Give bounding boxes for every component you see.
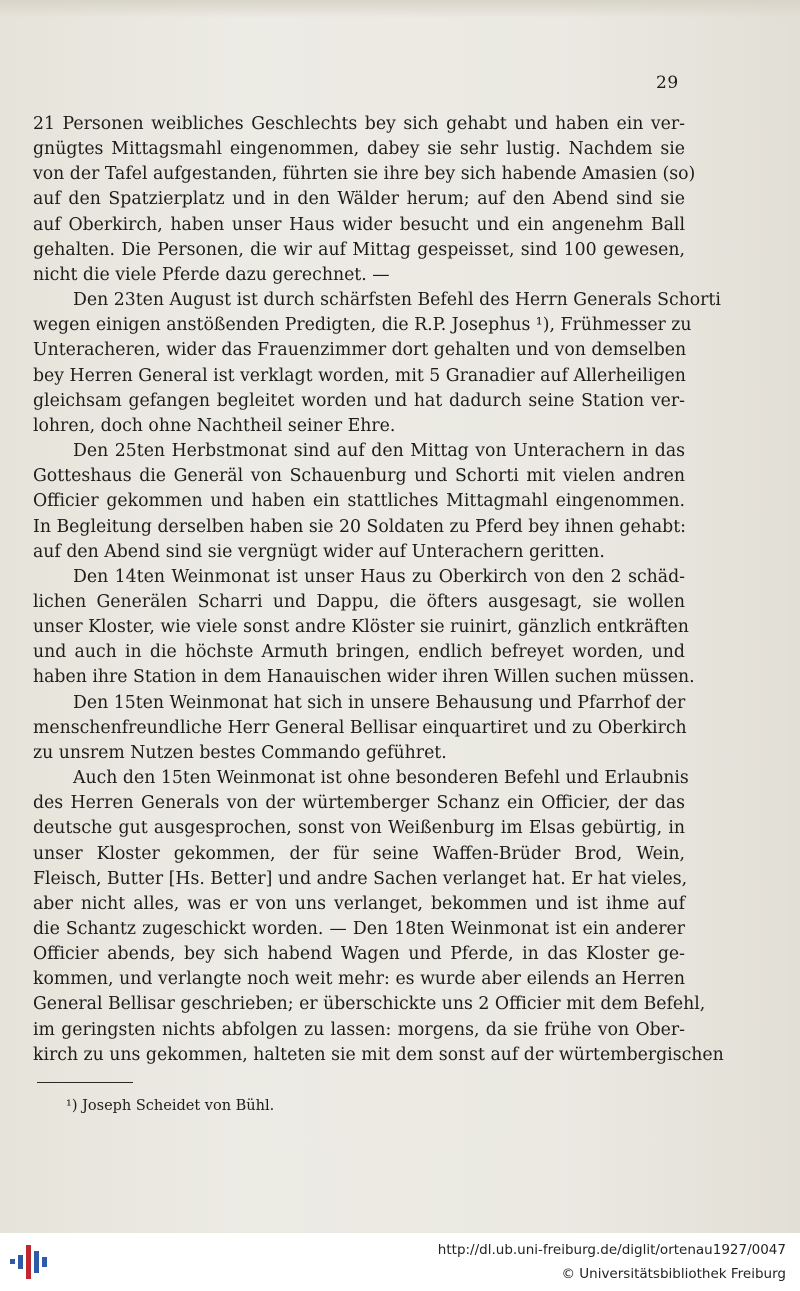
text-line: Den 23ten August ist durch schärfsten Befehl des Herrn Generals Schorti [73,290,721,311]
text-line: gnügtes Mittagsmahl eingenommen, dabey sie sehr lustig. Nachdem sie [33,139,685,160]
permalink-url[interactable]: http://dl.ub.uni-freiburg.de/diglit/ortenau1927/0047 [437,1242,786,1258]
paragraph-3 [33,439,685,565]
text-line: lohren, doch ohne Nachtheil seiner Ehre. [33,415,396,436]
text-line: bey Herren General ist verklagt worden, mit 5 Granadier auf Allerheiligen [33,365,686,386]
text-line: deutsche gut ausgesprochen, sonst von Weißenburg im Elsas gebürtig, in [33,818,685,839]
text-line: Unteracheren, wider das Frauenzimmer dort gehalten und von demselben [33,340,687,361]
text-line: Den 15ten Weinmonat hat sich in unsere Behausung und Pfarrhof der [73,692,686,713]
text-line: gleichsam gefangen begleitet worden und hat dadurch seine Station ver- [33,390,685,411]
paragraph-2 [33,288,721,439]
library-footer [0,1233,800,1291]
text-line: lichen Generälen Scharri und Dappu, die öfters ausgesagt, sie wollen [33,591,685,612]
text-line: zu unsrem Nutzen bestes Commando geführet. [33,742,447,763]
text-line: Auch den 15ten Weinmonat ist ohne besonderen Befehl und Erlaubnis [73,768,689,789]
text-line: Fleisch, Butter [Hs. Better] und andre Sachen verlanget hat. Er hat vieles, [33,868,688,889]
text-line: unser Kloster gekommen, der für seine Waffen-Brüder Brod, Wein, [33,843,685,864]
paragraph-4 [33,565,695,691]
text-line: menschenfreundliche Herr General Bellisar einquartiret und zu Oberkirch [33,717,687,738]
text-line: unser Kloster, wie viele sonst andre Klöster sie ruinirt, gänzlich entkräften [33,617,689,638]
text-line: wegen einigen anstößenden Predigten, die R.P. Josephus ¹), Frühmesser zu [33,315,692,336]
paragraph-1 [33,112,696,288]
text-line: auf den Spatzierplatz und in den Wälder herum; auf den Abend sind sie [33,189,685,210]
text-line: auf Oberkirch, haben unser Haus wider besucht und ein angenehm Ball [33,214,685,235]
text-line: 21 Personen weibliches Geschlechts bey sich gehabt und haben ein ver- [33,114,685,134]
text-line: In Begleitung derselben haben sie 20 Soldaten zu Pferd bey ihnen gehabt: [33,516,686,537]
text-line: auf den Abend sind sie vergnügt wider auf Unterachern geritten. [33,541,605,562]
text-line: kommen, und verlangte noch weit mehr: es wurde aber eilends an Herren [33,969,685,990]
text-line: General Bellisar geschrieben; er überschickte uns 2 Officier mit dem Befehl, [33,994,706,1015]
text-line: von der Tafel aufgestanden, führten sie ihre bey sich habende Amasien (so) [33,164,696,185]
footnote: ¹) Joseph Scheidet von Bühl. [66,1098,275,1114]
paragraph-5 [33,691,685,766]
text-line: Den 25ten Herbstmonat sind auf den Mittag von Unterachern in das [73,441,685,462]
body-text [33,112,724,1068]
text-line: haben ihre Station in dem Hanauischen wider ihren Willen suchen müssen. [33,667,695,688]
text-line: im geringsten nichts abfolgen zu lassen: morgens, da sie frühe von Ober- [33,1019,685,1040]
text-line: aber nicht alles, was er von uns verlanget, bekommen und ist ihme auf [33,893,685,914]
text-line: Officier abends, bey sich habend Wagen und Pferde, in das Kloster ge- [33,944,685,965]
footnote-divider [37,1082,133,1083]
text-line: kirch zu uns gekommen, halteten sie mit dem sonst auf der würtembergischen [33,1044,724,1065]
copyright-text: © Universitätsbibliothek Freiburg [561,1266,786,1282]
text-line: gehalten. Die Personen, die wir auf Mittag gespeisset, sind 100 gewesen, [33,239,685,260]
text-line: Gotteshaus die Generäl von Schauenburg und Schorti mit vielen andren [33,466,685,487]
text-line: des Herren Generals von der würtemberger Schanz ein Officier, der das [33,793,685,814]
text-line: Officier gekommen und haben ein stattliches Mittagmahl eingenommen. [33,491,685,512]
paragraph-6 [33,766,724,1068]
text-line: und auch in die höchste Armuth bringen, endlich befreyet worden, und [33,642,685,663]
text-line: die Schantz zugeschickt worden. — Den 18ten Weinmonat ist ein anderer [33,919,685,939]
text-line: nicht die viele Pferde dazu gerechnet. — [33,264,390,285]
page-number: 29 [656,73,679,93]
ub-freiburg-logo-icon[interactable] [10,1241,52,1283]
page-edge-shadow [0,0,800,18]
text-line: Den 14ten Weinmonat ist unser Haus zu Oberkirch von den 2 schäd- [73,566,685,587]
